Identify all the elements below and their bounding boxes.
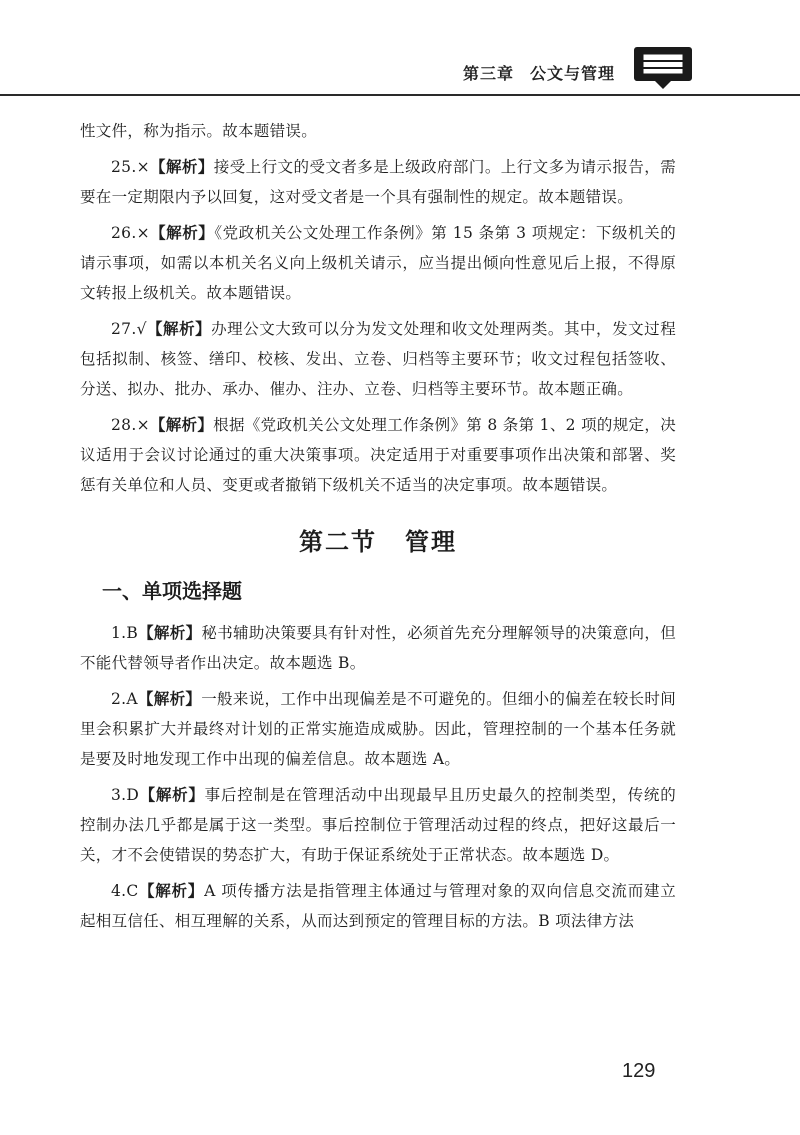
page-number: 129	[622, 1060, 656, 1082]
answer-item: 27.√【解析】办理公文大致可以分为发文处理和收文处理两类。其中，发文过程包括拟制、核签、缮印、校核、发出、立卷、归档等主要环节；收文过程包括签收、分送、拟办、批办、承办、催办、注办、立卷、归档等主要环节。故本题正确。	[80, 320, 676, 398]
page-body	[80, 116, 676, 936]
answer-item: 26.×【解析】《党政机关公文处理工作条例》第 15 条第 3 项规定：下级机关的请示事项，如需以本机关名义向上级机关请示，应当提出倾向性意见后上报，不得原文转报上级机关。故本题错误。	[80, 224, 676, 302]
chapter-label: 第三章	[462, 64, 514, 83]
header-rule	[0, 94, 800, 96]
answer-item: 3.D【解析】事后控制是在管理活动中出现最早且历史最久的控制类型，传统的控制办法几乎都是属于这一类型。事后控制位于管理活动过程的终点，把好这最后一关，才不会使错误的势态扩大，有助于保证系统处于正常状态。故本题选 D。	[80, 786, 676, 864]
answer-item: 1.B【解析】秘书辅助决策要具有针对性，必须首先充分理解领导的决策意向，但不能代替领导者作出决定。故本题选 B。	[80, 624, 676, 672]
answer-item: 28.×【解析】根据《党政机关公文处理工作条例》第 8 条第 1、2 项的规定，决议适用于会议讨论通过的重大决策事项。决定适用于对重要事项作出决策和部署、奖惩有关单位和人员、变更或者撤销下级机关不适当的决定事项。故本题错误。	[80, 416, 676, 494]
answer-item: 4.C【解析】A 项传播方法是指管理主体通过与管理对象的双向信息交流而建立起相互信任、相互理解的关系，从而达到预定的管理目标的方法。B 项法律方法	[80, 882, 677, 930]
answer-item: 25.×【解析】接受上行文的受文者多是上级政府部门。上行文多为请示报告，需要在一定期限内予以回复，这对受文者是一个具有强制性的规定。故本题错误。	[80, 158, 677, 206]
chapter-title: 公文与管理	[529, 64, 615, 83]
running-head	[463, 61, 615, 84]
subsection-title: 一、单项选择题	[102, 579, 242, 603]
page-header	[0, 0, 800, 95]
paragraph-continued: 性文件，称为指示。故本题错误。	[80, 122, 318, 140]
book-icon	[633, 46, 693, 90]
answer-item: 2.A【解析】一般来说，工作中出现偏差是不可避免的。但细小的偏差在较长时间里会积累扩大并最终对计划的正常实施造成威胁。因此，管理控制的一个基本任务就是要及时地发现工作中出现的偏差信息。故本题选 A。	[80, 690, 676, 768]
section-title: 第二节 管理	[299, 528, 457, 556]
